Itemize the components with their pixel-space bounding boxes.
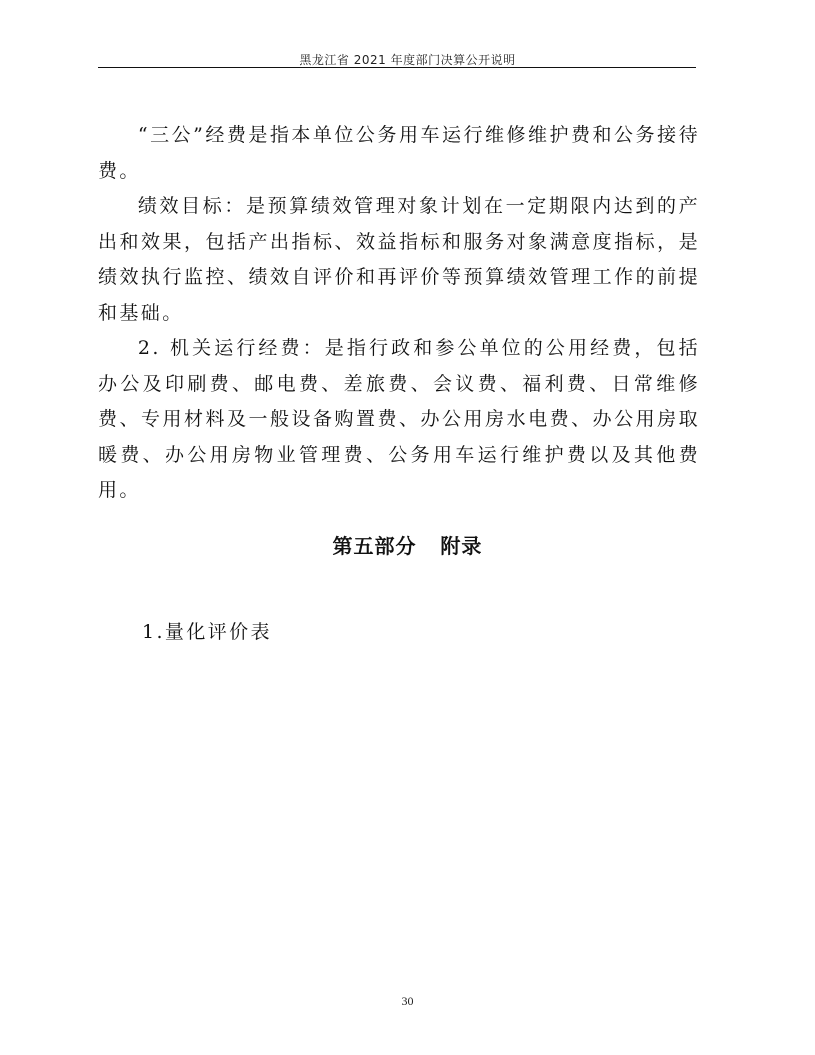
section-heading-appendix: 第五部分 附录 [332,534,483,558]
paragraph-operating-expenses: 2. 机关运行经费：是指行政和参公单位的公用经费，包括办公及印刷费、邮电费、差旅费、会议费、福利费、日常维修费、专用材料及一般设备购置费、办公用房水电费、办公用房取暖费、办公用房物业管理费、公务用车运行维护费以及其他费用。 [98,337,701,501]
page-header-title: 黑龙江省 2021 年度部门决算公开说明 [299,53,516,67]
header-divider [98,67,696,68]
paragraph-three-public-expenses: “三公”经费是指本单位公务用车运行维修维护费和公务接待费。 [98,124,700,182]
appendix-item-quantitative-evaluation: 1.量化评价表 [142,621,272,643]
page-number: 30 [401,994,414,1008]
paragraph-performance-targets: 绩效目标：是预算绩效管理对象计划在一定期限内达到的产出和效果，包括产出指标、效益指标和服务对象满意度指标，是绩效执行监控、绩效自评价和再评价等预算绩效管理工作的前提和基础。 [98,195,700,324]
